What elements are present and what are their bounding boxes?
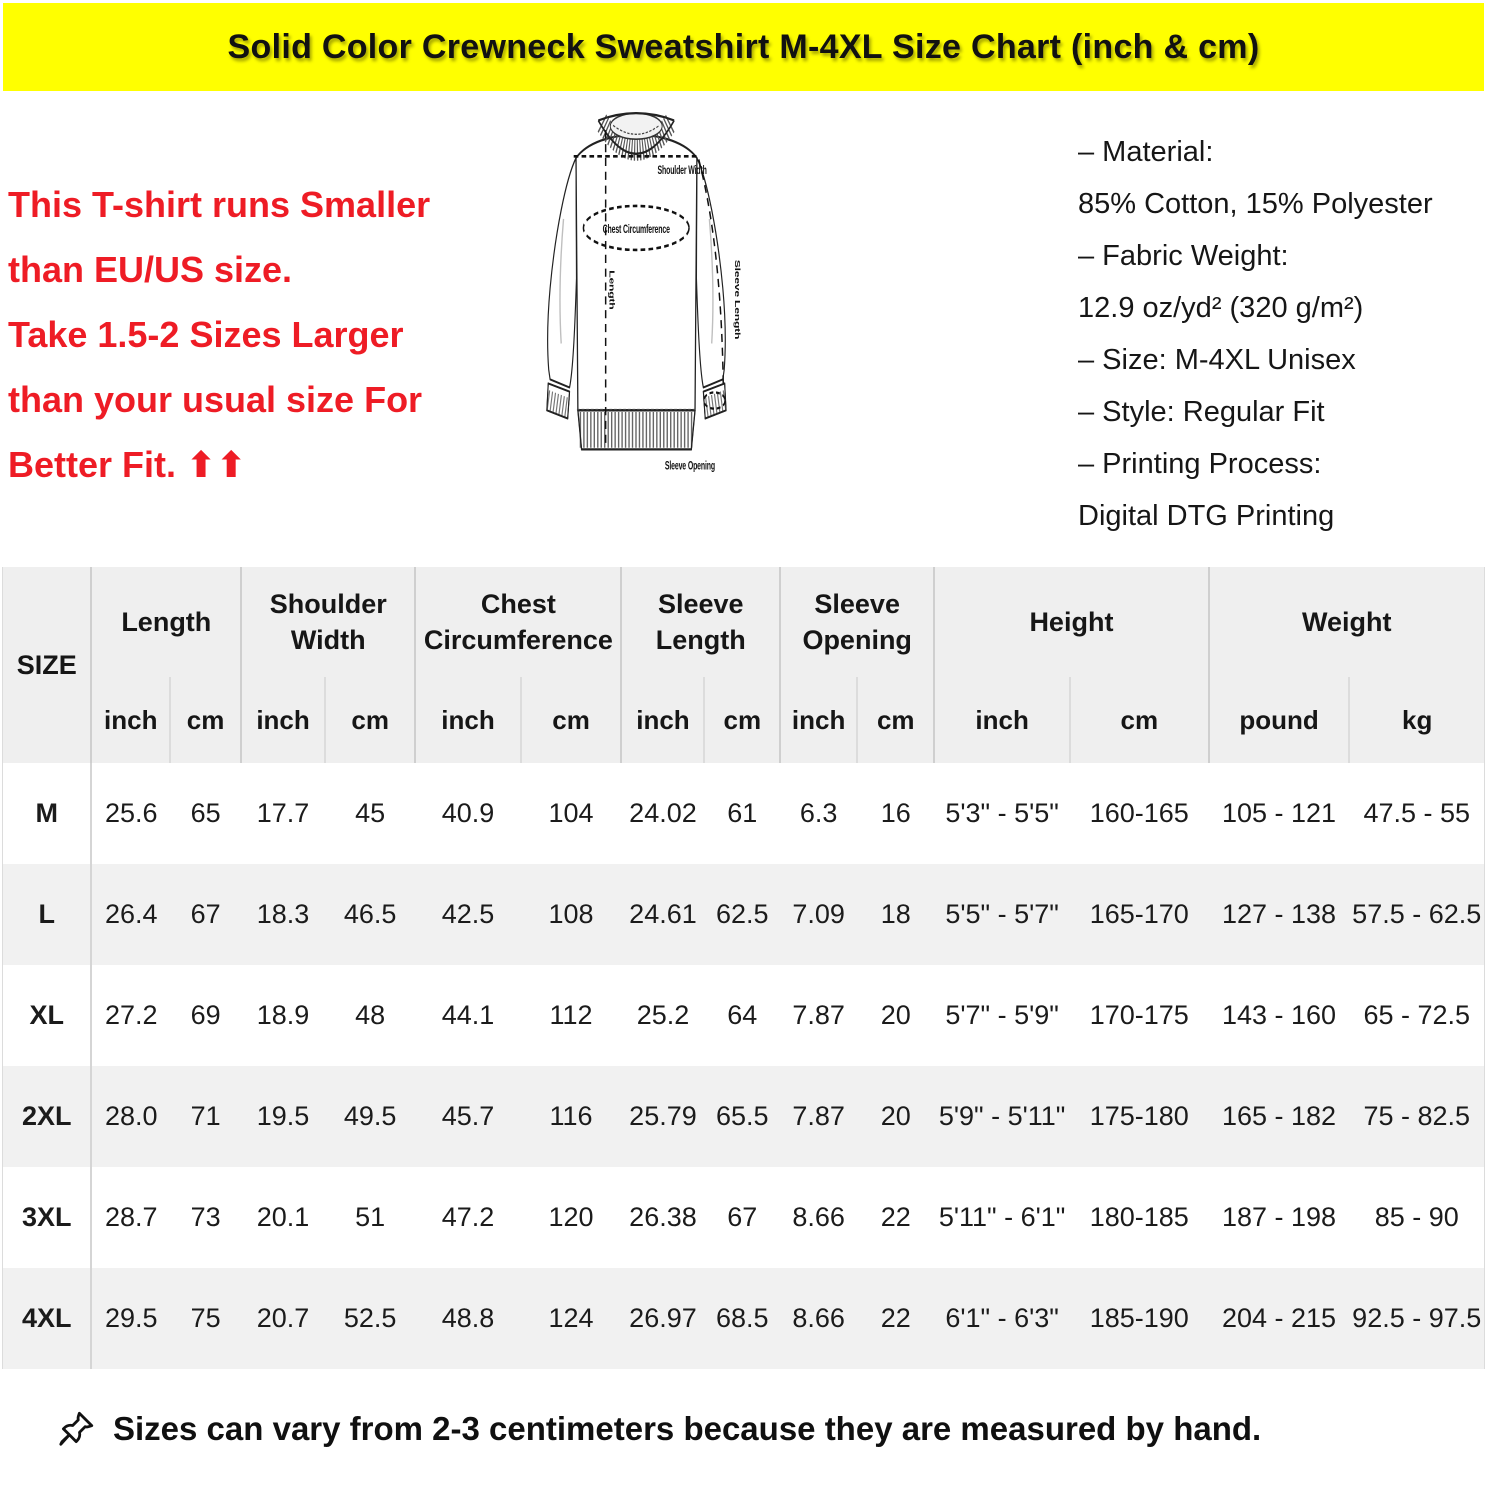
measurement-cell: 20.7 (256, 1303, 310, 1333)
measurement-cell: 57.5 - 62.5 (1352, 899, 1482, 929)
detail-line: – Material: (1078, 136, 1214, 168)
column-group-chest-circumference: Chest Circumference (415, 567, 621, 677)
measurement-cell: 25.2 (636, 1000, 690, 1030)
measurement-cell: 112 (549, 1000, 593, 1030)
fit-warning-line: Better Fit. ⬆⬆ (8, 444, 247, 485)
measurement-cell: 28.7 (104, 1202, 158, 1232)
measurement-cell: 143 - 160 (1221, 1000, 1337, 1030)
detail-line: – Printing Process: (1078, 448, 1322, 480)
measurement-cell: 73 (190, 1202, 221, 1232)
measurement-cell: 64 (727, 1000, 758, 1030)
unit-header: cm (521, 677, 622, 763)
measurement-cell: 6'1" - 6'3" (945, 1303, 1059, 1333)
measurement-cell: 204 - 215 (1221, 1303, 1337, 1333)
measurement-cell: 47.5 - 55 (1363, 798, 1471, 828)
size-table-body (3, 763, 1485, 1369)
pushpin-icon (55, 1408, 97, 1450)
footer-note-text: Sizes can vary from 2-3 centimeters because they are measured by hand. (113, 1410, 1262, 1447)
page-title: Solid Color Crewneck Sweatshirt M-4XL Size Chart (inch & cm) (227, 27, 1260, 66)
measurement-cell: 65 - 72.5 (1363, 1000, 1471, 1030)
measurement-cell: 170-175 (1089, 1000, 1189, 1030)
measurement-cell: 116 (549, 1101, 593, 1131)
table-row (3, 1167, 1485, 1268)
measurement-cell: 7.09 (792, 899, 845, 929)
measurement-cell: 71 (190, 1101, 221, 1131)
column-group-weight: Weight (1209, 567, 1485, 677)
diagram-label-sleeve-opening: Sleeve Opening (664, 459, 715, 474)
measurement-cell: 65.5 (716, 1101, 769, 1131)
measurement-cell: 92.5 - 97.5 (1352, 1303, 1482, 1333)
measurement-cell: 160-165 (1089, 798, 1189, 828)
measurement-cell: 65 (190, 798, 221, 828)
measurement-cell: 8.66 (792, 1202, 845, 1232)
measurement-cell: 120 (548, 1202, 594, 1232)
measurement-cell: 124 (548, 1303, 594, 1333)
column-header-size: SIZE (3, 567, 92, 763)
measurement-cell: 69 (190, 1000, 221, 1030)
measurement-cell: 20 (880, 1000, 911, 1030)
fit-warning-line: than EU/US size. (8, 249, 293, 290)
measurement-cell: 187 - 198 (1221, 1202, 1337, 1232)
measurement-cell: 165 - 182 (1221, 1101, 1337, 1131)
measurement-cell: 27.2 (104, 1000, 158, 1030)
measurement-cell: 46.5 (343, 899, 397, 929)
measurement-cell: 25.6 (104, 798, 158, 828)
measurement-cell: 62.5 (716, 899, 769, 929)
column-group-shoulder-width: Shoulder Width (241, 567, 415, 677)
measurement-cell: 5'3" - 5'5" (945, 798, 1059, 828)
detail-line: Digital DTG Printing (1078, 500, 1335, 532)
size-label: 4XL (3, 1268, 92, 1369)
measurement-cell: 24.02 (629, 798, 697, 828)
measurement-cell: 47.2 (441, 1202, 495, 1232)
measurement-cell: 44.1 (441, 1000, 495, 1030)
column-group-sleeve-length: Sleeve Length (621, 567, 780, 677)
measurement-cell: 20 (880, 1101, 911, 1131)
column-group-height: Height (934, 567, 1208, 677)
unit-header: cm (1070, 677, 1209, 763)
measurement-cell: 25.79 (629, 1101, 697, 1131)
unit-header: inch (415, 677, 520, 763)
measurement-cell: 52.5 (343, 1303, 397, 1333)
measurement-cell: 7.87 (792, 1000, 845, 1030)
measurement-cell: 85 - 90 (1374, 1202, 1459, 1232)
title-banner (3, 3, 1484, 91)
fit-warning-line: This T-shirt runs Smaller (8, 184, 431, 225)
measurement-cell: 108 (548, 899, 594, 929)
measurement-cell: 49.5 (343, 1101, 397, 1131)
detail-line: – Size: M-4XL Unisex (1078, 344, 1356, 376)
unit-header: inch (934, 677, 1070, 763)
unit-header: cm (325, 677, 415, 763)
product-details (1078, 126, 1480, 542)
table-row (3, 1066, 1485, 1167)
size-label: 2XL (3, 1066, 92, 1167)
measurement-cell: 7.87 (792, 1101, 845, 1131)
measurement-cell: 5'7" - 5'9" (945, 1000, 1059, 1030)
measurement-cell: 75 - 82.5 (1363, 1101, 1471, 1131)
size-label: 3XL (3, 1167, 92, 1268)
measurement-cell: 40.9 (441, 798, 495, 828)
measurement-cell: 6.3 (799, 798, 838, 828)
measurement-cell: 104 (548, 798, 594, 828)
measurement-cell: 29.5 (104, 1303, 158, 1333)
diagram-label-shoulder-width: Shoulder Width (657, 164, 707, 178)
size-label: L (3, 864, 92, 965)
unit-header: inch (241, 677, 325, 763)
diagram-label-chest-circumference: Chest Circumference (602, 222, 670, 237)
measurement-cell: 19.5 (256, 1101, 310, 1131)
measurement-cell: 51 (355, 1202, 386, 1232)
size-label: M (3, 763, 92, 864)
unit-header: kg (1349, 677, 1484, 763)
measurement-cell: 127 - 138 (1221, 899, 1337, 929)
measurement-cell: 75 (190, 1303, 221, 1333)
measurement-cell: 45 (355, 798, 386, 828)
measurement-cell: 24.61 (629, 899, 697, 929)
unit-header: inch (91, 677, 170, 763)
diagram-label-length: Length (607, 270, 615, 310)
unit-header: cm (857, 677, 934, 763)
measurement-cell: 26.97 (629, 1303, 697, 1333)
sweatshirt-diagram (545, 105, 1015, 565)
measurement-cell: 5'11" - 6'1" (938, 1202, 1066, 1232)
table-row (3, 864, 1485, 965)
detail-line: – Fabric Weight: (1078, 240, 1289, 272)
footer-note (55, 1408, 1455, 1450)
measurement-cell: 68.5 (716, 1303, 769, 1333)
measurement-cell: 175-180 (1089, 1101, 1189, 1131)
measurement-cell: 48 (355, 1000, 386, 1030)
measurement-cell: 22 (880, 1202, 911, 1232)
unit-header: pound (1209, 677, 1350, 763)
fit-warning-line: Take 1.5-2 Sizes Larger (8, 314, 404, 355)
table-row (3, 763, 1485, 864)
measurement-cell: 26.38 (629, 1202, 697, 1232)
measurement-cell: 18 (880, 899, 911, 929)
measurement-cell: 17.7 (256, 798, 310, 828)
measurement-cell: 22 (880, 1303, 911, 1333)
detail-line: 12.9 oz/yd² (320 g/m²) (1078, 292, 1364, 324)
measurement-cell: 67 (190, 899, 221, 929)
diagram-label-sleeve-length: Sleeve Length (732, 259, 741, 340)
measurement-cell: 5'9" - 5'11" (938, 1101, 1066, 1131)
unit-header: cm (170, 677, 241, 763)
measurement-cell: 5'5" - 5'7" (945, 899, 1059, 929)
measurement-cell: 18.3 (256, 899, 310, 929)
measurement-cell: 20.1 (256, 1202, 310, 1232)
measurement-cell: 165-170 (1089, 899, 1189, 929)
measurement-cell: 26.4 (104, 899, 158, 929)
measurement-cell: 185-190 (1089, 1303, 1189, 1333)
table-row (3, 965, 1485, 1066)
measurement-cell: 48.8 (441, 1303, 495, 1333)
measurement-cell: 45.7 (441, 1101, 495, 1131)
measurement-cell: 67 (727, 1202, 758, 1232)
column-group-sleeve-opening: Sleeve Opening (780, 567, 934, 677)
fit-warning-line: than your usual size For (8, 379, 423, 420)
unit-header: cm (704, 677, 780, 763)
column-group-length: Length (91, 567, 241, 677)
table-row (3, 1268, 1485, 1369)
measurement-cell: 28.0 (104, 1101, 158, 1131)
fit-warning (8, 172, 538, 497)
measurement-cell: 61 (727, 798, 758, 828)
measurement-cell: 180-185 (1089, 1202, 1189, 1232)
detail-line: 85% Cotton, 15% Polyester (1078, 188, 1433, 220)
detail-line: – Style: Regular Fit (1078, 396, 1325, 428)
measurement-cell: 8.66 (792, 1303, 845, 1333)
measurement-cell: 18.9 (256, 1000, 310, 1030)
measurement-cell: 16 (880, 798, 911, 828)
measurement-cell: 42.5 (441, 899, 495, 929)
unit-header: inch (621, 677, 704, 763)
size-label: XL (3, 965, 92, 1066)
unit-header: inch (780, 677, 857, 763)
size-chart-table (2, 567, 1485, 1369)
measurement-cell: 105 - 121 (1221, 798, 1337, 828)
